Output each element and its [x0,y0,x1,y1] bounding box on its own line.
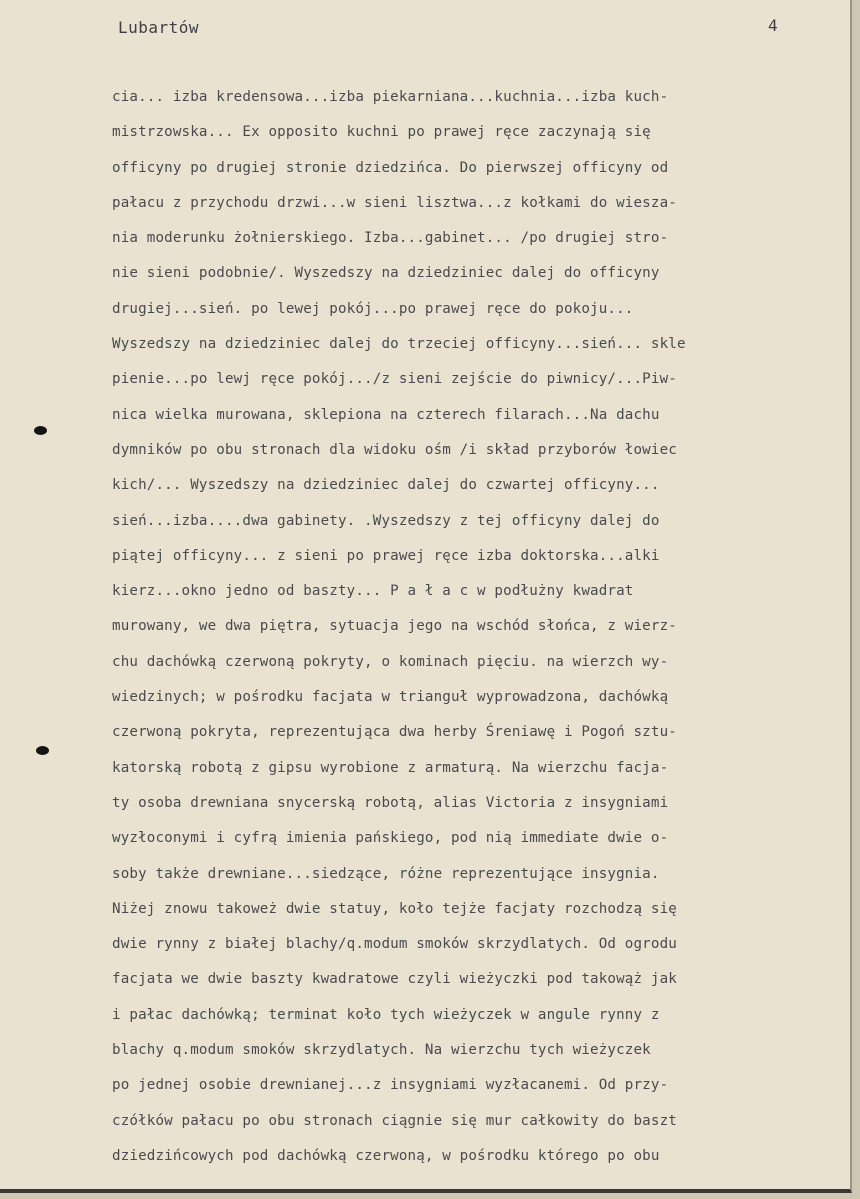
text-line: drugiej...sień. po lewej pokój...po prawej ręce do pokoju... [112,300,634,317]
text-line: dwie rynny z białej blachy/q.modum smoków skrzydlatych. Od ogrodu [112,936,677,953]
text-line: dymników po obu stronach dla widoku ośm /i skład przyborów łowiec [112,441,677,458]
text-line: kierz...okno jedno od baszty... P a ł a c w podłużny kwadrat [112,583,634,600]
text-line: czerwoną pokryta, reprezentująca dwa herby Śreniawę i Pogoń sztu- [112,724,677,741]
text-line: officyny po drugiej stronie dziedzińca. Do pierwszej officyny od [112,159,669,176]
page-number: 4 [768,16,778,35]
text-line: nica wielka murowana, sklepiona na czterech filarach...Na dachu [112,406,660,423]
text-line: cia... izba kredensowa...izba piekarniana...kuchnia...izba kuch- [112,89,669,105]
text-line: mistrzowska... Ex opposito kuchni po prawej ręce zaczynają się [112,124,651,141]
text-line: katorską robotą z gipsu wyrobione z armaturą. Na wierzchu facja- [112,759,669,776]
text-line: facjata we dwie baszty kwadratowe czyli wieżyczki pod takowąż jak [112,971,677,988]
text-line: Wyszedszy na dziedziniec dalej do trzeciej officyny...sień... skle [112,336,686,353]
text-line: blachy q.modum smoków skrzydlatych. Na wierzchu tych wieżyczek [112,1042,651,1059]
text-line: Niżej znowu takoweż dwie statuy, koło tejże facjaty rozchodzą się [112,900,677,917]
text-line: pienie...po lewj ręce pokój.../z sieni zejście do piwnicy/...Piw- [112,371,677,388]
running-header-place: Lubartów [118,18,200,37]
text-line: sień...izba....dwa gabinety. .Wyszedszy z tej officyny dalej do [112,512,660,529]
text-line: nia moderunku żołnierskiego. Izba...gabinet... /po drugiej stro- [112,230,669,247]
text-line: ty osoba drewniana snycerską robotą, alias Victoria z insygniami [112,794,669,811]
text-line: chu dachówką czerwoną pokryty, o kominach pięciu. na wierzch wy- [112,653,669,670]
text-line: i pałac dachówką; terminat koło tych wieżyczek w angule rynny z [112,1006,660,1023]
text-line: wyzłoconymi i cyfrą imienia pańskiego, pod nią immediate dwie o- [112,830,669,847]
text-line: kich/... Wyszedszy na dziedziniec dalej do czwartej officyny... [112,477,660,494]
text-line: dziedzińcowych pod dachówką czerwoną, w pośrodku którego po obu [112,1147,660,1164]
text-line: wiedzinych; w pośrodku facjata w trianguł wyprowadzona, dachówką [112,689,669,706]
text-line: pałacu z przychodu drzwi...w sieni lisztwa...z kołkami do wiesza- [112,194,677,211]
text-line: po jednej osobie drewnianej...z insygniami wyzłacanemi. Od przy- [112,1077,669,1094]
text-line: nie sieni podobnie/. Wyszedszy na dziedziniec dalej do officyny [112,265,660,282]
text-line: piątej officyny... z sieni po prawej ręce izba doktorska...alki [112,547,660,564]
typewritten-body [112,80,854,1174]
punch-hole [36,746,49,755]
punch-hole [34,426,47,435]
text-line: murowany, we dwa piętra, sytuacja jego na wschód słońca, z wierz- [112,618,677,635]
text-line: czółków pałacu po obu stronach ciągnie się mur całkowity do baszt [112,1112,677,1129]
text-line: soby także drewniane...siedzące, różne reprezentujące insygnia. [112,865,660,882]
